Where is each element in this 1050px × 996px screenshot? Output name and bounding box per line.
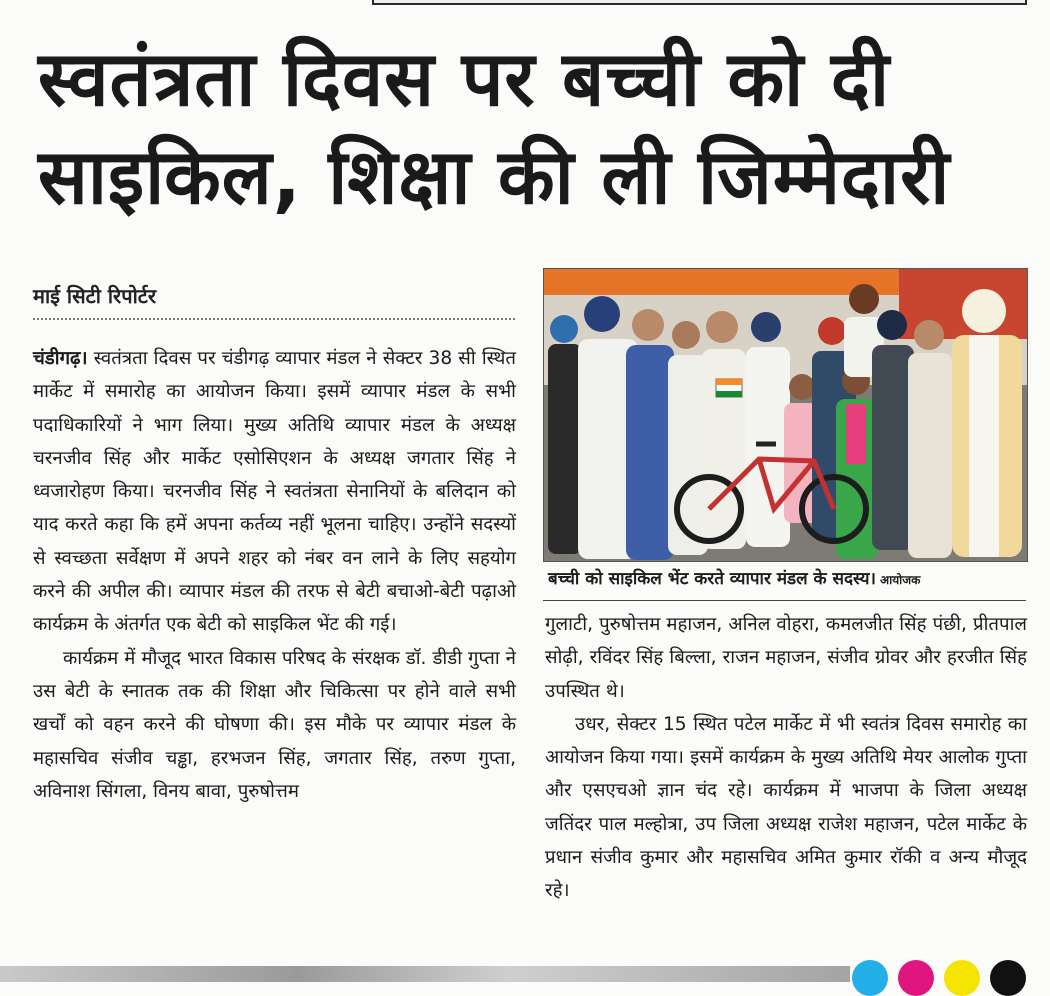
caption-text: बच्ची को साइकिल भेंट करते व्यापार मंडल के सदस्य। xyxy=(548,569,876,589)
cyan-registration-dot xyxy=(852,960,888,996)
top-border-rule xyxy=(372,0,1027,5)
byline-divider xyxy=(33,318,515,320)
article-paragraph: गुलाटी, पुरुषोत्तम महाजन, अनिल वोहरा, कमलजीत सिंह पंछी, प्रीतपाल सोढ़ी, रविंदर सिंह बिल्ला, राजन महाजन, संजीव ग्रोवर और हरजीत सिंह उपस्थित थे। xyxy=(545,614,1027,702)
page-footer-bar xyxy=(0,966,850,982)
byline: माई सिटी रिपोर्टर xyxy=(33,284,157,308)
article-paragraph: कार्यक्रम में मौजूद भारत विकास परिषद के संरक्षक डॉ. डीडी गुप्ता ने उस बेटी के स्नातक तक की शिक्षा और चिकित्सा पर होने वाले सभी खर्चों को वहन करने की घोषणा की। इस मौके पर व्यापार मंडल के महासचिव संजीव चड्ढा, हरभजन सिंह, जगतार सिंह, तरुण गुप्ता, अविनाश सिंगला, विनय बावा, पुरुषोत्तम xyxy=(33,647,516,802)
photo-illustration xyxy=(544,269,1027,561)
article-column-right xyxy=(545,608,1027,908)
headline xyxy=(38,30,1038,226)
photo-caption xyxy=(548,566,1028,589)
headline-line-1: स्वतंत्रता दिवस पर बच्ची को दी xyxy=(38,34,891,123)
event-photo xyxy=(543,268,1028,562)
dateline: चंडीगढ़। xyxy=(33,348,88,369)
article-paragraph xyxy=(33,342,516,642)
caption-divider xyxy=(543,600,1026,601)
photo-credit: आयोजक xyxy=(879,573,921,587)
article-column-left xyxy=(33,342,516,808)
magenta-registration-dot xyxy=(898,960,934,996)
black-registration-dot xyxy=(990,960,1026,996)
headline-line-2: साइकिल, शिक्षा की ली जिम्मेदारी xyxy=(38,132,951,221)
article-paragraph: उधर, सेक्टर 15 स्थित पटेल मार्केट में भी स्वतंत्र दिवस समारोह का आयोजन किया गया। इसमें कार्यक्रम के मुख्य अतिथि मेयर आलोक गुप्ता और एसएचओ ज्ञान चंद रहे। कार्यक्रम में भाजपा के जिला अध्यक्ष जतिंदर पाल मल्होत्रा, उप जिला अध्यक्ष राजेश महाजन, पटेल मार्केट के प्रधान संजीव कुमार और महासचिव अमित कुमार रॉकी व अन्य मौजूद रहे। xyxy=(545,713,1027,902)
paragraph-text: स्वतंत्रता दिवस पर चंडीगढ़ व्यापार मंडल ने सेक्टर 38 सी स्थित मार्केट में समारोह का आयोजन किया। इसमें व्यापार मंडल के सभी पदाधिकारियों ने भाग लिया। मुख्य अतिथि व्यापार मंडल के अध्यक्ष चरनजीव सिंह और मार्केट एसोसिएशन के अध्यक्ष जगतार सिंह ने ध्वजारोहण किया। चरनजीव सिंह ने स्वतंत्रता सेनानियों के बलिदान को याद करते कहा कि हमें अपना कर्तव्य नहीं भूलना चाहिए। उन्होंने सदस्यों से स्वच्छता सर्वेक्षण में अपने शहर को नंबर वन लाने के लिए सहयोग करने की अपील की। व्यापार मंडल की तरफ से बेटी बचाओ-बेटी पढ़ाओ कार्यक्रम के अंतर्गत एक बेटी को साइकिल भेंट की गई। xyxy=(33,348,516,636)
yellow-registration-dot xyxy=(944,960,980,996)
